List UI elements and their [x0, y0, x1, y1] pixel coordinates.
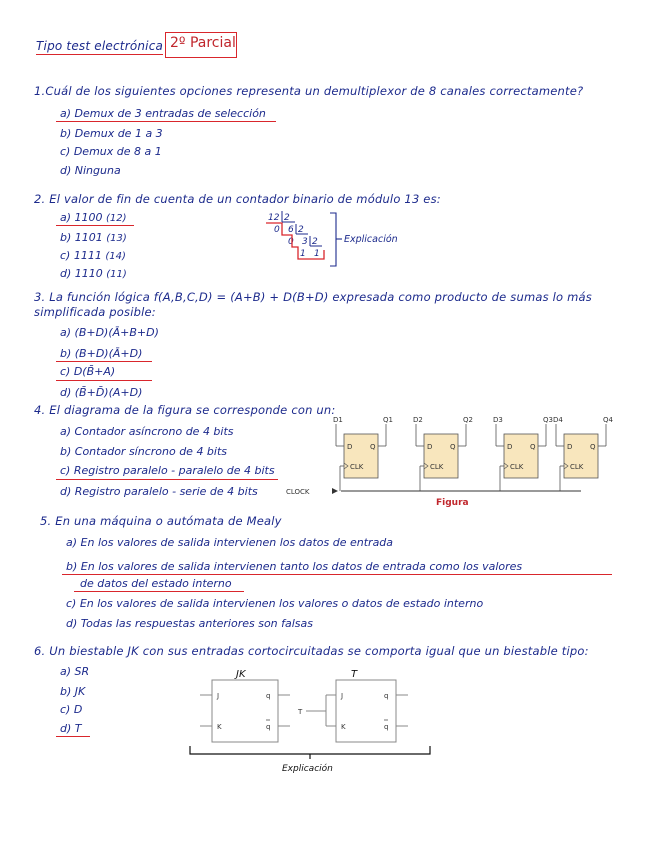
- svg-text:Q: Q: [370, 443, 376, 451]
- q1-answer-underline: [56, 121, 276, 122]
- q2-answer-underline: [56, 225, 134, 226]
- register-flipflop-1: [333, 416, 393, 491]
- q5-option-d: d) Todas las respuestas anteriores son falsas: [66, 617, 314, 630]
- clock-label: CLOCK: [286, 488, 310, 496]
- svg-text:CLK: CLK: [430, 463, 444, 471]
- figure-caption: Figura: [436, 498, 469, 508]
- svg-text:J: J: [341, 692, 344, 700]
- q6-explanation: Explicación: [282, 764, 333, 774]
- q6-answer-underline: [56, 736, 90, 737]
- t-flipflop: [336, 680, 396, 742]
- svg-text:0: 0: [288, 237, 294, 247]
- svg-text:K: K: [341, 723, 346, 731]
- register-input-4: D4: [553, 416, 563, 424]
- svg-text:Q: Q: [590, 443, 596, 451]
- jk-flipflop: [212, 680, 278, 742]
- svg-text:6: 6: [288, 225, 294, 235]
- q3-option-a: a) (B+D)(Ā+B+D): [60, 326, 159, 339]
- q4-option-d: d) Registro paralelo - serie de 4 bits: [60, 485, 258, 498]
- jk-title: JK: [236, 669, 246, 680]
- svg-text:CLK: CLK: [510, 463, 524, 471]
- q3-question-line2: simplificada posible:: [34, 305, 156, 319]
- q3-option-d: d) (B̄+D̄)(A+D): [60, 386, 143, 399]
- svg-text:2: 2: [298, 225, 304, 235]
- register-output-1: Q1: [383, 416, 393, 424]
- q4-option-b: b) Contador síncrono de 4 bits: [60, 445, 228, 458]
- q1-option-c: c) Demux de 8 a 1: [60, 145, 162, 158]
- q1-option-a: a) Demux de 3 entradas de selección: [60, 107, 266, 120]
- q2-option-c: c) 1111 (14): [60, 249, 126, 262]
- svg-text:q: q: [384, 723, 389, 731]
- register-output-3: Q3: [543, 416, 553, 424]
- q5-answer-underline-2: [74, 591, 244, 592]
- exam-label: 2º Parcial: [170, 35, 236, 51]
- register-input-3: D3: [493, 416, 503, 424]
- q5-option-b: b) En los valores de salida intervienen tanto los datos de entrada como los valores: [66, 560, 523, 573]
- q1-option-d: d) Ninguna: [60, 164, 121, 177]
- svg-text:q: q: [266, 723, 271, 731]
- register-flipflop-2: [413, 416, 473, 491]
- register-output-4: Q4: [603, 416, 613, 424]
- q3-answer-underline: [56, 361, 152, 362]
- q4-register-figure: [286, 416, 626, 512]
- register-flipflop-3: [493, 416, 553, 491]
- q4-option-c: c) Registro paralelo - paralelo de 4 bits: [60, 464, 275, 477]
- svg-text:D: D: [567, 443, 573, 451]
- svg-text:12: 12: [268, 213, 280, 223]
- document-title: Tipo test electrónica: [36, 39, 164, 53]
- svg-text:Q: Q: [530, 443, 536, 451]
- svg-text:1: 1: [314, 249, 320, 259]
- q4-question: 4. El diagrama de la figura se corresponde con un:: [34, 403, 336, 417]
- q5-question: 5. En una máquina o autómata de Mealy: [40, 514, 282, 528]
- q2-option-d: d) 1110 (11): [60, 267, 127, 280]
- q5-option-a: a) En los valores de salida intervienen los datos de entrada: [66, 536, 394, 549]
- q5-answer-underline: [62, 574, 612, 575]
- svg-text:D: D: [427, 443, 433, 451]
- svg-text:CLK: CLK: [350, 463, 364, 471]
- svg-text:CLK: CLK: [570, 463, 584, 471]
- svg-text:0: 0: [274, 225, 280, 235]
- q5-option-b-cont: de datos del estado interno: [80, 577, 232, 590]
- svg-text:T: T: [298, 708, 303, 716]
- q1-question: 1.Cuál de los siguientes opciones representa un demultiplexor de 8 canales correctamente?: [34, 84, 584, 98]
- q6-option-c: c) D: [60, 703, 83, 716]
- q3-answer-underline-2: [56, 380, 152, 381]
- svg-text:2: 2: [284, 213, 290, 223]
- q3-option-c: c) D(B̄+A): [60, 365, 116, 378]
- svg-text:Explicación: Explicación: [344, 234, 398, 245]
- q6-jk-t-figure: [186, 666, 446, 776]
- q1-option-b: b) Demux de 1 a 3: [60, 127, 163, 140]
- svg-text:D: D: [507, 443, 513, 451]
- register-flipflop-4: [553, 416, 614, 491]
- register-input-1: D1: [333, 416, 343, 424]
- q2-option-a: a) 1100 (12): [60, 211, 127, 224]
- svg-text:2: 2: [312, 237, 318, 247]
- q3-option-b: b) (B+D)(Ā+D): [60, 347, 143, 360]
- svg-text:q: q: [384, 692, 389, 700]
- q2-binary-division: [262, 210, 422, 274]
- svg-text:3: 3: [302, 237, 308, 247]
- q3-question-line1: 3. La función lógica f(A,B,C,D) = (A+B) + D(B+D) expresada como producto de sumas lo más: [34, 290, 592, 304]
- q4-answer-underline: [56, 479, 278, 480]
- svg-text:J: J: [217, 692, 220, 700]
- svg-text:K: K: [217, 723, 222, 731]
- t-title: T: [351, 669, 358, 680]
- svg-text:D: D: [347, 443, 353, 451]
- q5-option-c: c) En los valores de salida intervienen los valores o datos de estado interno: [66, 597, 484, 610]
- svg-text:q: q: [266, 692, 271, 700]
- q4-option-a: a) Contador asíncrono de 4 bits: [60, 425, 234, 438]
- q2-option-b: b) 1101 (13): [60, 231, 127, 244]
- svg-text:1: 1: [300, 249, 306, 259]
- register-output-2: Q2: [463, 416, 473, 424]
- svg-text:Q: Q: [450, 443, 456, 451]
- q2-question: 2. El valor de fin de cuenta de un contador binario de módulo 13 es:: [34, 192, 441, 206]
- q6-option-d: d) T: [60, 722, 82, 735]
- q6-option-b: b) JK: [60, 685, 86, 698]
- register-input-2: D2: [413, 416, 423, 424]
- q6-option-a: a) SR: [60, 665, 90, 678]
- q6-question: 6. Un biestable JK con sus entradas cortocircuitadas se comporta igual que un biestable tipo:: [34, 644, 589, 658]
